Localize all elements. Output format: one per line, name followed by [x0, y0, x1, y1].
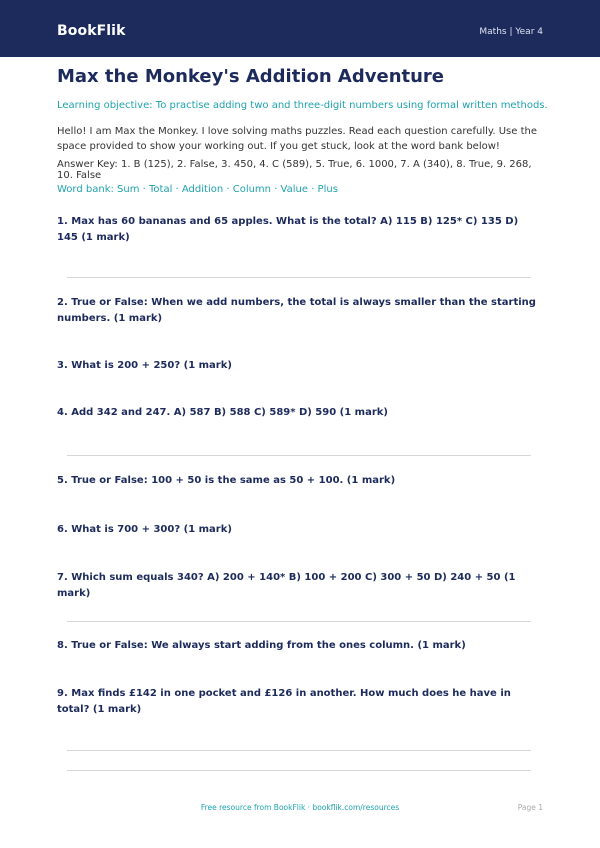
question-1: 1. Max has 60 bananas and 65 apples. What is the total? A) 115 B) 125* C) 135 D) 145 (1 mark) [57, 216, 519, 243]
question-7: 7. Which sum equals 340? A) 200 + 140* B) 100 + 200 C) 300 + 50 D) 240 + 50 (1 mark) [57, 572, 516, 599]
question-5: 5. True or False: 100 + 50 is the same as 50 + 100. (1 mark) [57, 475, 396, 486]
question-8: 8. True or False: We always start adding from the ones column. (1 mark) [57, 640, 466, 651]
question-3: 3. What is 200 + 250? (1 mark) [57, 360, 232, 371]
worksheet-title: Max the Monkey's Addition Adventure [57, 66, 445, 87]
question-4: 4. Add 342 and 247. A) 587 B) 588 C) 589* D) 590 (1 mark) [57, 407, 388, 418]
learning-objective: Learning objective: To practise adding two and three-digit numbers using formal written methods. [57, 100, 548, 111]
answer-line[interactable] [67, 277, 531, 278]
answer-key: Answer Key: 1. B (125), 2. False, 3. 450, 4. C (589), 5. True, 6. 1000, 7. A (340), 8. True, 9. 268, 10. False [57, 159, 532, 181]
question-9: 9. Max finds £142 in one pocket and £126 in another. How much does he have in total? (1 mark) [57, 688, 511, 715]
question-6: 6. What is 700 + 300? (1 mark) [57, 524, 232, 535]
brand-logo[interactable]: BookFlik [57, 23, 126, 39]
answer-line[interactable] [67, 750, 531, 751]
answer-line[interactable] [67, 455, 531, 456]
footer-resource-link[interactable]: Free resource from BookFlik · bookflik.com/resources [200, 803, 400, 812]
word-bank: Word bank: Sum · Total · Addition · Column · Value · Plus [57, 184, 338, 195]
header-bar [0, 0, 600, 57]
page-number: Page 1 [517, 803, 543, 812]
answer-line[interactable] [67, 621, 531, 622]
intro-text: Hello! I am Max the Monkey. I love solving maths puzzles. Read each question carefully. Use the space provided to show your working out. If you get stuck, look at the word bank below! [57, 126, 537, 152]
answer-line[interactable] [67, 770, 531, 771]
question-2: 2. True or False: When we add numbers, the total is always smaller than the starting numbers. (1 mark) [57, 297, 536, 324]
subject-year-label: Maths | Year 4 [479, 27, 543, 37]
